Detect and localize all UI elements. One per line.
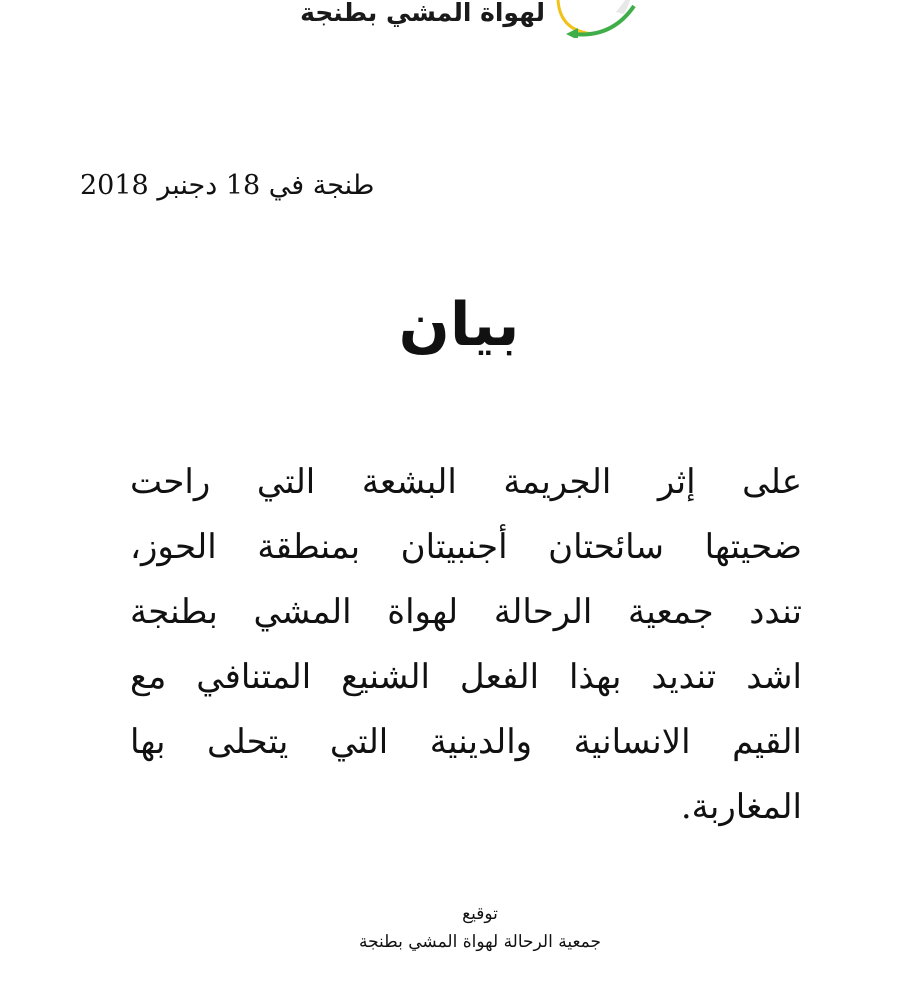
signature-block <box>300 900 660 956</box>
body-line: اشد تنديد بهذا الفعل الشنيع المتنافي مع <box>130 657 802 697</box>
association-logo <box>300 0 640 40</box>
body-line: تندد جمعية الرحالة لهواة المشي بطنجة <box>130 592 802 632</box>
logo-text: لهواة المشي بطنجة <box>300 0 545 27</box>
body-line: ضحيتها سائحتان أجنبيتان بمنطقة الحوز، <box>130 527 802 567</box>
date-year: 2018 <box>80 170 149 201</box>
statement-body <box>130 450 802 840</box>
logo-arrowhead <box>566 28 578 38</box>
walker-circle-icon <box>550 0 640 38</box>
date-city: طنجة <box>312 170 375 201</box>
statement-title: بيان <box>398 290 520 360</box>
date-day: 18 <box>225 170 261 201</box>
body-line: القيم الانسانية والدينية التي يتحلى بها <box>130 722 802 762</box>
date-line <box>80 170 420 201</box>
date-prefix: في <box>268 170 305 201</box>
body-line: المغاربة. <box>680 787 802 827</box>
body-line: على إثر الجريمة البشعة التي راحت <box>130 462 802 502</box>
signature-organization: جمعية الرحالة لهواة المشي بطنجة <box>358 932 602 952</box>
signature-label: توقيع <box>462 904 498 924</box>
date-month: دجنبر <box>157 170 218 201</box>
